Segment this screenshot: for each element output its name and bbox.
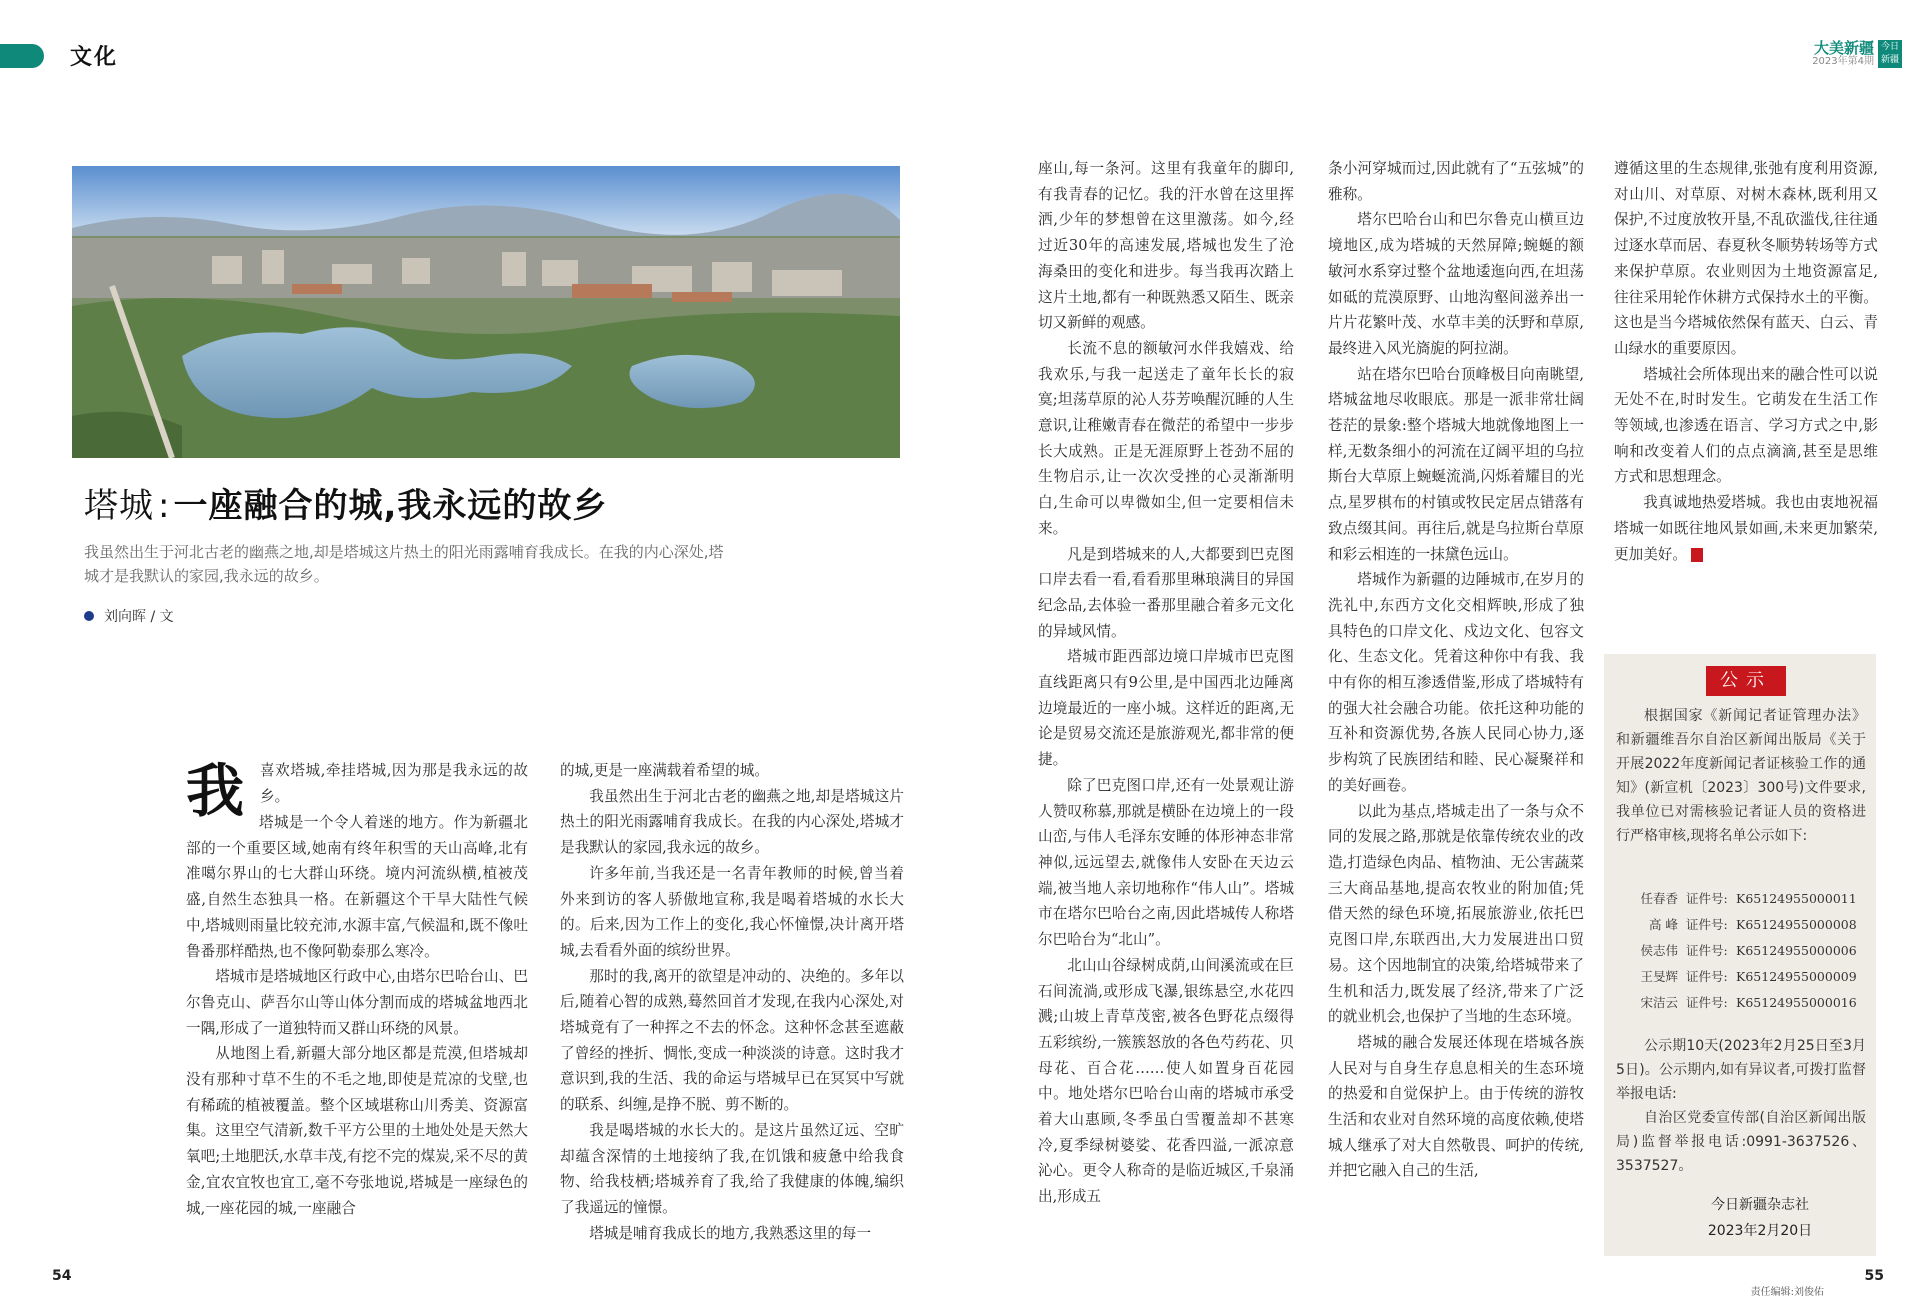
page-number-left: 54 bbox=[52, 1268, 72, 1284]
cert-row bbox=[1616, 964, 1868, 990]
paragraph: 座山,每一条河。这里有我童年的脚印,有我青春的记忆。我的汗水曾在这里挥洒,少年的梦想曾在这里激荡。如今,经过近30年的高速发展,塔城也发生了沧海桑田的变化和进步。每当我再次踏上这片土地,都有一种既熟悉又陌生、既亲切又新鲜的观感。 bbox=[1038, 160, 1294, 332]
byline-author: 刘向晖 / 文 bbox=[104, 609, 174, 625]
paragraph: 我虽然出生于河北古老的幽燕之地,却是塔城这片热土的阳光雨露哺育我成长。在我的内心深处,塔城才是我默认的家园,我永远的故乡。 bbox=[560, 787, 904, 857]
page-number-right: 55 bbox=[1864, 1268, 1884, 1284]
paragraph: 塔城是哺育我成长的地方,我熟悉这里的每一 bbox=[589, 1224, 872, 1242]
cert-label: 证件号: bbox=[1686, 995, 1728, 1010]
article-title bbox=[84, 478, 607, 527]
paragraph: 以此为基点,塔城走出了一条与众不同的发展之路,那就是依靠传统农业的改造,打造绿色肉品、植物油、无公害蔬菜三大商品基地,提高农牧业的附加值;凭借天然的绿色环境,拓展旅游业,依托巴克图口岸,东联西出,大力发展进出口贸易。这个因地制宜的决策,给塔城带来了生机和活力,既发展了经济,带来了广泛的就业机会,也保护了当地的生态环境。 bbox=[1328, 802, 1584, 1026]
paragraph: 从地图上看,新疆大部分地区都是荒漠,但塔城却没有那种寸草不生的不毛之地,即使是荒凉的戈壁,也有稀疏的植被覆盖。整个区域堪称山川秀美、资源富集。这里空气清新,数千平方公里的土地处处是天然大氧吧;土地肥沃,水草丰茂,有挖不完的煤炭,采不尽的黄金,宜农宜牧也宜工,毫不夸张地说,塔城是一座绿色的城,一座花园的城,一座融合 bbox=[186, 1045, 528, 1217]
person-name: 宋洁云 bbox=[1640, 995, 1678, 1010]
byline-bullet-icon bbox=[84, 611, 94, 621]
paragraph: 条小河穿城而过,因此就有了“五弦城”的雅称。 bbox=[1328, 160, 1584, 203]
cert-row bbox=[1616, 938, 1868, 964]
notice-intro bbox=[1616, 704, 1866, 848]
paragraph: 塔城作为新疆的边陲城市,在岁月的洗礼中,东西方文化交相辉映,形成了独具特色的口岸文化、戍边文化、包容文化、生态文化。凭着这种你中有我、我中有你的相互渗透借鉴,形成了塔城特有的强大社会融合功能。依托这种功能的互补和资源优势,各族人民同心协力,逐步构筑了民族团结和睦、民心凝聚祥和的美好画卷。 bbox=[1328, 571, 1584, 794]
article-column-1 bbox=[186, 810, 528, 1221]
notice-hotline: 自治区党委宣传部(自治区新闻出版局)监督举报电话:0991-3637526、3537527。 bbox=[1616, 1110, 1866, 1174]
byline bbox=[84, 606, 174, 626]
paragraph: 塔城市是塔城地区行政中心,由塔尔巴哈台山、巴尔鲁克山、萨吾尔山等山体分割而成的塔城盆地西北一隅,形成了一道独特而又群山环绕的风景。 bbox=[186, 968, 528, 1037]
paragraph: 那时的我,离开的欲望是冲动的、决绝的。多年以后,随着心智的成熟,蓦然回首才发现,在我内心深处,对塔城竟有了一种挥之不去的怀念。这种怀念甚至遮蔽了曾经的挫折、惆怅,变成一种淡淡的诗意。这时我才意识到,我的生活、我的命运与塔城早已在冥冥中写就的联系、纠缠,是挣不脱、剪不断的。 bbox=[560, 967, 904, 1114]
notice-date: 2023年2月20日 bbox=[1707, 1223, 1813, 1239]
end-mark-icon bbox=[1691, 548, 1703, 562]
cert-label: 证件号: bbox=[1686, 969, 1728, 984]
cert-label: 证件号: bbox=[1686, 891, 1728, 906]
paragraph: 塔城是一个令人着迷的地方。作为新疆北部的一个重要区域,她南有终年积雪的天山高峰,北有准噶尔界山的七大群山环绕。境内河流纵横,植被茂盛,自然生态独具一格。在新疆这个干旱大陆性气候中,塔城则雨量比较充沛,水源丰富,气候温和,既不像吐鲁番那样酷热,也不像阿勒泰那么寒冷。 bbox=[186, 814, 528, 960]
section-title: 文化 bbox=[70, 45, 119, 70]
title-main: 一座融合的城,我永远的故乡 bbox=[173, 486, 608, 526]
cert-number: K65124955000008 bbox=[1736, 917, 1857, 932]
col1-opening: 喜欢塔城,牵挂塔城,因为那是我永远的故乡。 bbox=[260, 762, 528, 805]
paragraph: 长流不息的额敏河水伴我嬉戏、给我欢乐,与我一起送走了童年长长的寂寞;坦荡草原的沁人芬芳唤醒沉睡的人生意识,让稚嫩青春在微茫的希望中一步步长大成熟。正是无涯原野上苍劲不屈的生物启示,让一次次受挫的心灵渐渐明白,生命可以卑微如尘,但一定要相信未来。 bbox=[1038, 339, 1294, 537]
public-notice-box bbox=[1604, 654, 1876, 1256]
article-column-4 bbox=[1328, 156, 1584, 1184]
paragraph: 的城,更是一座满载着希望的城。 bbox=[560, 762, 769, 779]
title-city: 塔城 bbox=[84, 486, 154, 526]
paragraph: 许多年前,当我还是一名青年教师的时候,曾当着外来到访的客人骄傲地宣称,我是喝着塔城的水长大的。后来,因为工作上的变化,我心怀憧憬,决计离开塔城,去看看外面的缤纷世界。 bbox=[560, 864, 904, 959]
paragraph: 我是喝塔城的水长大的。是这片虽然辽远、空旷却蕴含深情的土地接纳了我,在饥饿和疲惫中给我食物、给我枝栖;塔城养育了我,给了我健康的体魄,编织了我遥远的憧憬。 bbox=[560, 1121, 904, 1216]
cert-label: 证件号: bbox=[1686, 943, 1728, 958]
paragraph: 塔尔巴哈台山和巴尔鲁克山横亘边境地区,成为塔城的天然屏障;蜿蜒的额敏河水系穿过整个盆地逶迤向西,在坦荡如砥的荒漠原野、山地沟壑间滋养出一片片花繁叶茂、水草丰美的沃野和草原,最终进入风光旖旎的阿拉湖。 bbox=[1328, 211, 1584, 357]
cert-row bbox=[1616, 990, 1868, 1016]
title-separator: : bbox=[158, 486, 170, 526]
paragraph: 站在塔尔巴哈台顶峰极目向南眺望,塔城盆地尽收眼底。那是一派非常壮阔苍茫的景象:整个塔城大地就像地图上一样,无数条细小的河流在辽阔平坦的乌拉斯台大草原上蜿蜒流淌,闪烁着耀目的光点,星罗棋布的村镇或牧民定居点错落有致点缀其间。再往后,就是乌拉斯台草原和彩云相连的一抹黛色远山。 bbox=[1328, 365, 1584, 563]
notice-intro-text: 根据国家《新闻记者证管理办法》和新疆维吾尔自治区新闻出版局《关于开展2022年度新闻记者证核验工作的通知》(新宣机〔2023〕300号)文件要求,我单位已对需核验记者证人员的资格进行严格审核,现将名单公示如下: bbox=[1616, 708, 1866, 844]
person-name: 侯志伟 bbox=[1640, 943, 1678, 958]
closing-sentence: 我真诚地热爱塔城。我也由衷地祝福塔城一如既往地风景如画,未来更加繁荣,更加美好。 bbox=[1614, 494, 1878, 563]
notice-footer bbox=[1616, 1034, 1866, 1178]
article-column-5 bbox=[1614, 156, 1878, 567]
notice-heading: 公示 bbox=[1706, 666, 1786, 696]
person-name: 高 峰 bbox=[1649, 917, 1678, 932]
cert-row bbox=[1616, 912, 1868, 938]
hero-photo bbox=[72, 166, 900, 458]
notice-org: 今日新疆杂志社 bbox=[1711, 1197, 1809, 1213]
notice-period: 公示期10天(2023年2月25日至3月5日)。公示期内,如有异议者,可拨打监督举报电话: bbox=[1616, 1038, 1866, 1102]
cert-number: K65124955000016 bbox=[1736, 995, 1857, 1010]
cert-row bbox=[1616, 886, 1868, 912]
responsible-editor: 责任编辑:刘俊佑 bbox=[1750, 1287, 1824, 1298]
masthead-title: 大美新疆 bbox=[1813, 39, 1874, 57]
article-column-3 bbox=[1038, 156, 1294, 1210]
masthead bbox=[1812, 40, 1902, 68]
cert-number: K65124955000011 bbox=[1736, 891, 1857, 906]
dropcap: 我 bbox=[186, 757, 245, 825]
paragraph bbox=[1614, 490, 1878, 567]
cert-number: K65124955000006 bbox=[1736, 943, 1857, 958]
paragraph: 塔城市距西部边境口岸城市巴克图直线距离只有9公里,是中国西北边陲离边境最近的一座小城。这样近的距离,无论是贸易交流还是旅游观光,都非常的便捷。 bbox=[1038, 648, 1294, 769]
paragraph: 遵循这里的生态规律,张弛有度利用资源,对山川、对草原、对树木森林,既利用又保护,不过度放牧开垦,不乱砍滥伐,往往通过逐水草而居、春夏秋冬顺势转场等方式来保护草原。农业则因为土地资源富足,往往采用轮作休耕方式保持水土的平衡。这也是当今塔城依然保有蓝天、白云、青山绿水的重要原因。 bbox=[1614, 160, 1878, 357]
paragraph: 塔城社会所体现出来的融合性可以说无处不在,时时发生。它萌发在生活工作等领域,也渗透在语言、学习方式之中,影响和改变着人们的点点滴滴,甚至是思维方式和思想理念。 bbox=[1614, 365, 1878, 486]
cert-number: K65124955000009 bbox=[1736, 969, 1857, 984]
article-deck: 我虽然出生于河北古老的幽燕之地,却是塔城这片热土的阳光雨露哺育我成长。在我的内心深处,塔城才是我默认的家园,我永远的故乡。 bbox=[84, 543, 724, 585]
person-name: 任春香 bbox=[1640, 891, 1678, 906]
paragraph: 塔城的融合发展还体现在塔城各族人民对与自身生存息息相关的生态环境的热爱和自觉保护上。由于传统的游牧生活和农业对自然环境的高度依赖,使塔城人继承了对大自然敬畏、呵护的传统,并把它融入自己的生活, bbox=[1328, 1033, 1584, 1180]
section-tab-marker bbox=[0, 44, 44, 68]
cert-label: 证件号: bbox=[1686, 917, 1728, 932]
masthead-issue: 2023年第4期 bbox=[1812, 56, 1874, 67]
aerial-city-lake-image bbox=[72, 166, 900, 458]
paragraph: 除了巴克图口岸,还有一处景观让游人赞叹称慕,那就是横卧在边境上的一段山峦,与伟人毛泽东安睡的体形神态非常神似,远远望去,就像伟人安卧在天边云端,被当地人亲切地称作“伟人山”。塔城市在塔尔巴哈台之南,因此塔城传人称塔尔巴哈台为“北山”。 bbox=[1038, 776, 1294, 949]
cert-list bbox=[1616, 886, 1868, 1016]
paragraph: 凡是到塔城来的人,大都要到巴克图口岸去看一看,看看那里琳琅满目的异国纪念品,去体验一番那里融合着多元文化的异域风情。 bbox=[1038, 545, 1294, 640]
article-column-2 bbox=[560, 758, 904, 1246]
paragraph: 北山山谷绿树成荫,山间溪流或在巨石间流淌,或形成飞瀑,银练悬空,水花四溅;山坡上青草茂密,被各色野花点缀得五彩缤纷,一簇簇怒放的各色芍药花、贝母花、百合花……使人如置身百花园中。地处塔尔巴哈台山南的塔城市承受着大山惠顾,冬季虽白雪覆盖却不甚寒冷,夏季绿树婆娑、花香四溢,一派凉意沁心。更令人称奇的是临近城区,千泉涌出,形成五 bbox=[1038, 956, 1294, 1206]
notice-signature bbox=[1604, 1192, 1876, 1244]
masthead-badge: 今日新疆 bbox=[1878, 40, 1902, 68]
person-name: 王旻辉 bbox=[1640, 969, 1678, 984]
